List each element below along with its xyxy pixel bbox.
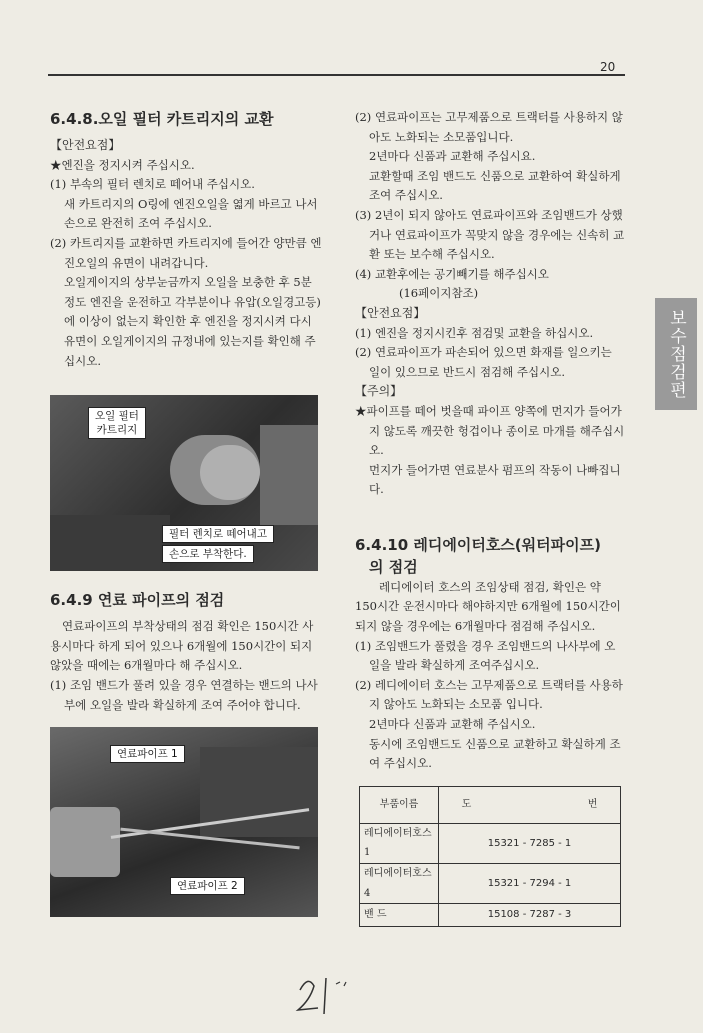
fuel-pipe-step-3: (3) 2년이 되지 않아도 연료파이프와 조임밴드가 상했거나 연료파이프가 꼭맞지 않을 경우에는 신속히 교환 또는 보수해 주십시오. (355, 207, 625, 262)
part-name: 레디에이터호스1 (360, 823, 439, 863)
step-2: (2) 카트리지를 교환하면 카트리지에 들어간 양만큼 엔진오일의 유면이 내려갑니다. (50, 235, 322, 270)
fuel-pipe-step-4-ref: (16페이지참조) (399, 286, 479, 301)
section-title-oil-filter: 6.4.8.오일 필터 카트리지의 교환 (50, 110, 274, 128)
caption-attach-by-hand: 손으로 부착한다. (162, 545, 254, 563)
radiator-hose-step-2: (2) 레디에이터 호스는 고무제품으로 트랙터를 사용하지 않아도 노화되는 소모품 입니다. (355, 677, 623, 712)
fuel-pipe-step-2-band: 교환할때 조임 밴드도 신품으로 교환하여 확실하게 조여 주십시오. (369, 168, 621, 203)
fuel-pipe-step-1: (1) 조임 밴드가 풀려 있을 경우 연결하는 밴드의 나사부에 오일을 발라 확실하게 조여 주어야 합니다. (50, 677, 318, 712)
header-rule (48, 74, 625, 76)
page-number: 20 (600, 60, 616, 74)
fuel-pipe-step-2: (2) 연료파이프는 고무제품으로 트랙터를 사용하지 않아도 노화되는 소모품입니다. (355, 110, 623, 144)
caution-heading: 【주의】 (355, 384, 403, 399)
right-column (355, 108, 625, 927)
caption-wrench-remove: 필터 렌치로 떼어내고 (162, 525, 274, 543)
part-name: 레디에이터호스4 (360, 864, 439, 904)
step-1: (1) 부속의 필터 렌치로 떼어내 주십시오. (50, 177, 255, 192)
table-row (360, 864, 621, 904)
photo-fuel-pipe (50, 727, 318, 917)
safety-heading-2: 【안전요점】 (355, 305, 426, 320)
fuel-pipe-intro: 연료파이프의 부착상태의 점검 확인은 150시간 사용시마다 하게 되어 있으나 6개월에 150시간이 되지 않았을 때에는 6개월마다 해 주십시오. (50, 619, 314, 673)
radiator-hose-step-2-interval: 2년마다 신품과 교환해 주십시오. (369, 717, 536, 732)
safety-star-note: ★엔진을 정지시켜 주십시오. (50, 157, 195, 172)
fuel-pipe-step-2-interval: 2년마다 신품과 교환해 주십시요. (369, 149, 536, 164)
photo-oil-filter (50, 395, 318, 571)
caution-detail: 먼지가 들어가면 연료분사 펌프의 작동이 나빠집니다. (369, 462, 621, 497)
section-tab: 보수점검편 (655, 298, 697, 410)
part-number: 15321 - 7285 - 1 (439, 823, 621, 863)
table-row (360, 904, 621, 927)
header-part-name: 부품이름 (360, 786, 439, 823)
radiator-hose-step-1: (1) 조임밴드가 풀렸을 경우 조임밴드의 나사부에 오일을 발라 확실하게 조여주십시오. (355, 638, 616, 673)
radiator-hose-step-2-band: 동시에 조임밴드도 신품으로 교환하고 확실하게 조여 주십시오. (369, 736, 621, 771)
left-column (50, 108, 322, 929)
step-2-detail: 오일게이지의 상부눈금까지 오일을 보충한 후 5분정도 엔진을 운전하고 각부분이나 유압(오일경고등)에 이상이 없는지 확인한 후 엔진을 정지시켜 다시 유면이 오일게이지의 규정내에 있는지를 확인해 주십시오. (64, 275, 321, 368)
part-number: 15108 - 7287 - 3 (439, 904, 621, 927)
label-oil-filter-cartridge: 오일 필터 카트리지 (88, 407, 146, 439)
step-1-detail: 새 카트리지의 O링에 엔진오일을 엷게 바르고 나서 손으로 완전히 조여 주십시오. (64, 196, 318, 231)
table-header-row (360, 786, 621, 823)
part-number: 15321 - 7294 - 1 (439, 864, 621, 904)
part-name: 밴 드 (360, 904, 439, 927)
label-fuel-pipe-1: 연료파이프 1 (110, 745, 185, 763)
fuel-pipe-step-4: (4) 교환후에는 공기빼기를 해주십시오 (355, 266, 549, 281)
radiator-hose-intro: 레디에이터 호스의 조임상태 점검, 확인은 약 150시간 운전시마다 해야하지만 6개월에 150시간이 되지 않을 경우에는 6개월마다 점검해 주십시오. (355, 579, 621, 634)
caution-star-note: ★파이프를 떼어 벗을때 파이프 양쪽에 먼지가 들어가지 않도록 깨끗한 헝겁이나 종이로 마개를 해주십시오. (355, 403, 625, 458)
safety-point-2: (2) 연료파이프가 파손되어 있으면 화재를 일으키는 일이 있으므로 반드시 점검해 주십시오. (355, 345, 612, 379)
section-title-fuel-pipe: 6.4.9 연료 파이프의 점검 (50, 591, 225, 610)
safety-point-1: (1) 엔진을 정지시킨후 점검및 교환을 하십시오. (355, 325, 594, 340)
table-row (360, 823, 621, 863)
safety-heading: 【안전요점】 (50, 138, 121, 152)
label-fuel-pipe-2: 연료파이프 2 (170, 877, 245, 895)
handwritten-mark (290, 970, 360, 1020)
header-part-number: 도 번 (439, 786, 621, 823)
section-title-radiator-hose: 6.4.10 레디에이터호스(워터파이프) 의 점검 (355, 535, 601, 576)
parts-table (359, 786, 621, 927)
